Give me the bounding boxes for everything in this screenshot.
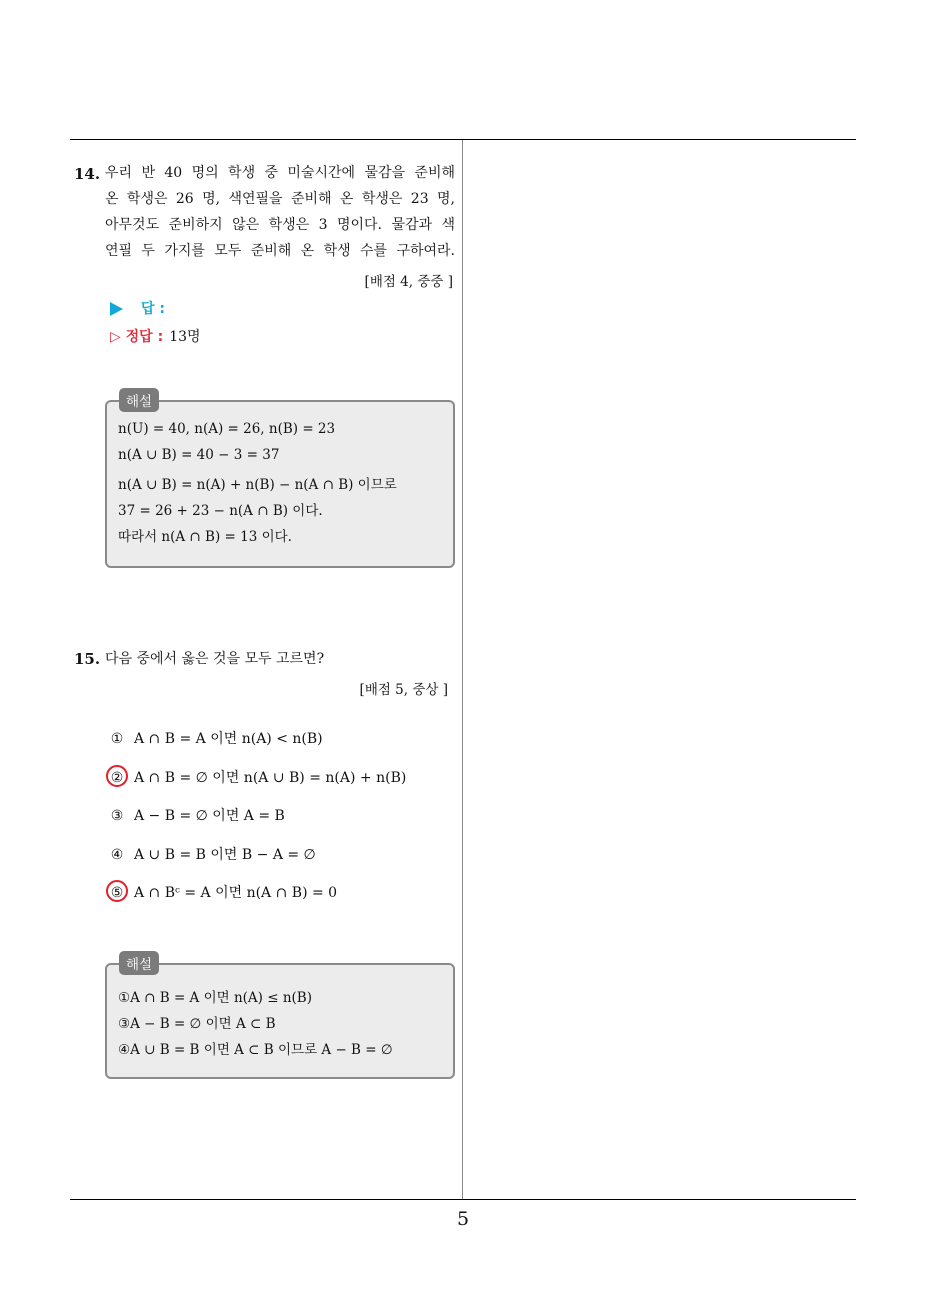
bottom-rule (70, 1199, 856, 1200)
option-4-text: A ∪ B = B 이면 B − A = ∅ (134, 847, 316, 863)
option-5[interactable] (108, 882, 337, 902)
q14-explain-line-2: n(A ∪ B) = 40 − 3 = 37 (118, 447, 280, 463)
outline-triangle-icon: ▷ (110, 329, 121, 345)
option-1[interactable] (108, 728, 323, 748)
q14-answer-row[interactable] (110, 298, 165, 318)
option-1-mark: ① (110, 731, 124, 747)
option-5-selected-circle-icon (106, 880, 128, 902)
q14-explanation-label: 해설 (119, 388, 159, 412)
q14-correct-value: 13명 (169, 329, 201, 345)
option-2-selected-circle-icon (106, 765, 128, 787)
q14-correct-label: 정답 : (125, 329, 164, 345)
option-4-mark: ④ (110, 847, 124, 863)
q14-answer-label: 답 : (141, 301, 165, 317)
q15-explanation-label: 해설 (119, 951, 159, 975)
q14-score: [배점 4, 중중 ] (364, 274, 453, 290)
option-3-mark: ③ (110, 808, 124, 824)
page-number: 5 (456, 1208, 470, 1230)
q15-question: 다음 중에서 옳은 것을 모두 고르면? (105, 651, 325, 667)
option-5-text: A ∩ Bᶜ = A 이면 n(A ∩ B) = 0 (134, 885, 338, 901)
option-2-text: A ∩ B = ∅ 이면 n(A ∪ B) = n(A) + n(B) (134, 770, 407, 786)
q14-correct-row (110, 326, 201, 346)
option-3[interactable] (108, 805, 285, 825)
q15-explain-line-2: ③A − B = ∅ 이면 A ⊂ B (118, 1016, 276, 1032)
option-5-mark: ⑤ (110, 885, 124, 901)
q15-score: [배점 5, 중상 ] (359, 682, 448, 698)
q14-line-3: 아무것도 준비하지 않은 학생은 3 명이다. 물감과 색 (105, 217, 455, 233)
q15-explain-line-1: ①A ∩ B = A 이면 n(A) ≤ n(B) (118, 990, 312, 1006)
option-1-text: A ∩ B = A 이면 n(A) < n(B) (134, 731, 323, 747)
option-2[interactable] (108, 767, 406, 787)
q14-explain-line-5: 따라서 n(A ∩ B) = 13 이다. (118, 529, 292, 545)
column-divider (462, 140, 463, 1200)
play-triangle-icon (110, 302, 123, 316)
q14-number: 14. (74, 165, 101, 183)
top-rule (70, 139, 856, 140)
option-4[interactable] (108, 844, 316, 864)
q14-line-4: 연필 두 가지를 모두 준비해 온 학생 수를 구하여라. (105, 243, 455, 259)
option-3-text: A − B = ∅ 이면 A = B (134, 808, 285, 824)
q15-number: 15. (74, 650, 101, 668)
q15-explain-line-3: ④A ∪ B = B 이면 A ⊂ B 이므로 A − B = ∅ (118, 1042, 393, 1058)
q14-explain-line-4: 37 = 26 + 23 − n(A ∩ B) 이다. (118, 503, 323, 519)
q14-explain-line-1: n(U) = 40, n(A) = 26, n(B) = 23 (118, 421, 336, 437)
option-2-mark: ② (110, 770, 124, 786)
q14-line-2: 온 학생은 26 명, 색연필을 준비해 온 학생은 23 명, (105, 191, 455, 207)
q14-explain-line-3: n(A ∪ B) = n(A) + n(B) − n(A ∩ B) 이므로 (118, 477, 397, 493)
q14-line-1: 우리 반 40 명의 학생 중 미술시간에 물감을 준비해 (105, 165, 455, 181)
